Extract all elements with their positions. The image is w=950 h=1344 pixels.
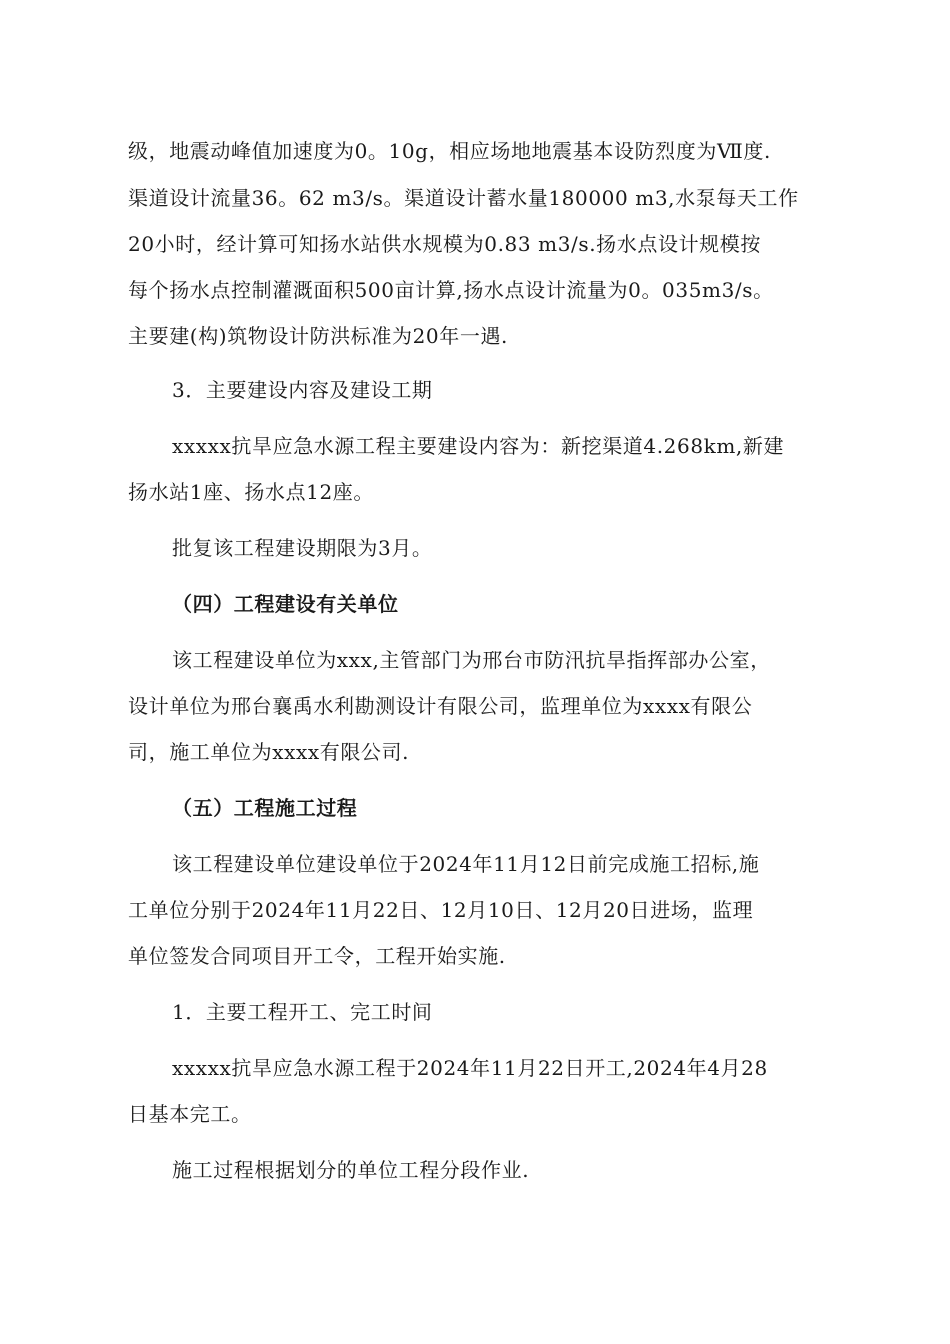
paragraph-line: 该工程建设单位为xxx,主管部门为邢台市防汛抗旱指挥部办公室， xyxy=(172,648,771,672)
section-heading-5: （五）工程施工过程 xyxy=(172,796,358,820)
paragraph-line: 司，施工单位为xxxx有限公司. xyxy=(128,740,410,764)
paragraph-line: 该工程建设单位建设单位于2024年11月12日前完成施工招标,施 xyxy=(172,852,760,876)
paragraph-line: 扬水站1座、扬水点12座。 xyxy=(128,480,374,504)
paragraph-line: 每个扬水点控制灌溉面积500亩计算,扬水点设计流量为0。035m3/s。 xyxy=(128,278,774,302)
paragraph-line: 20小时，经计算可知扬水站供水规模为0.83 m3/s.扬水点设计规模按 xyxy=(128,232,761,256)
paragraph-line: 设计单位为邢台襄禹水利勘测设计有限公司，监理单位为xxxx有限公 xyxy=(128,694,753,718)
section-heading-4: （四）工程建设有关单位 xyxy=(172,592,399,616)
paragraph-line: 渠道设计流量36。62 m3/s。渠道设计蓄水量180000 m3,水泵每天工作 xyxy=(128,186,799,210)
subsection-title-1: 1．主要工程开工、完工时间 xyxy=(172,1000,433,1024)
paragraph-line: 施工过程根据划分的单位工程分段作业. xyxy=(172,1158,530,1182)
paragraph-line: 级，地震动峰值加速度为0。10g，相应场地地震基本设防烈度为Ⅶ度. xyxy=(128,139,771,163)
paragraph-line: 主要建(构)筑物设计防洪标准为20年一遇. xyxy=(128,324,509,348)
paragraph-line: 单位签发合同项目开工令，工程开始实施. xyxy=(128,944,506,968)
paragraph-line: 工单位分别于2024年11月22日、12月10日、12月20日进场，监理 xyxy=(128,898,754,922)
subsection-title-3: 3．主要建设内容及建设工期 xyxy=(172,378,433,402)
paragraph-line: xxxxx抗旱应急水源工程于2024年11月22日开工,2024年4月28 xyxy=(172,1056,768,1080)
paragraph-line: 日基本完工。 xyxy=(128,1102,252,1126)
paragraph-line: 批复该工程建设期限为3月。 xyxy=(172,536,433,560)
paragraph-line: xxxxx抗旱应急水源工程主要建设内容为：新挖渠道4.268km,新建 xyxy=(172,434,785,458)
